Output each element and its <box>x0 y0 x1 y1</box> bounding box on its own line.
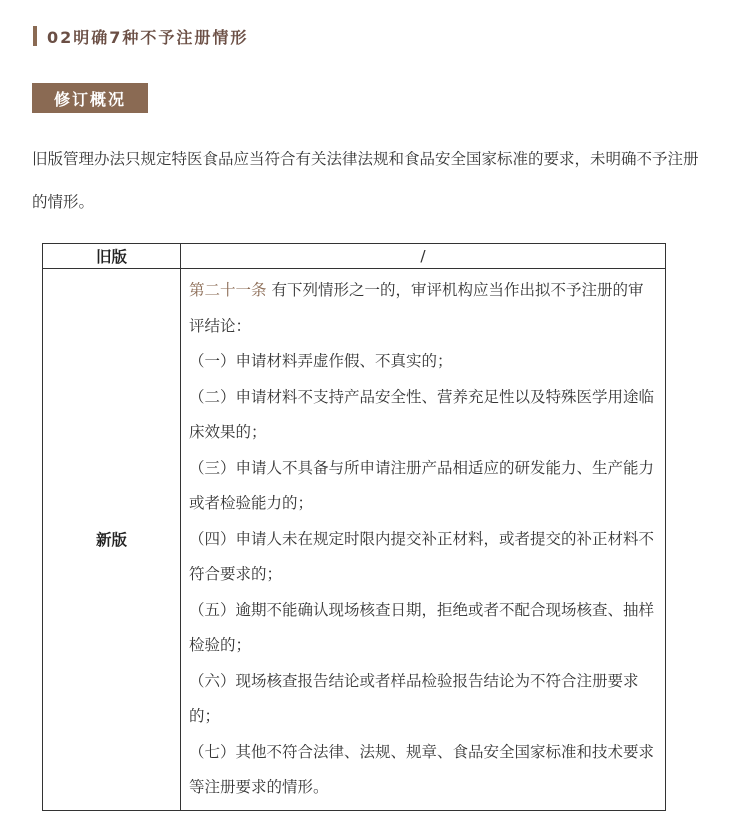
list-item: （五）逾期不能确认现场核查日期，拒绝或者不配合现场核查、抽样检验的； <box>189 600 655 654</box>
new-label: 新版 <box>43 269 181 811</box>
list-item: （四）申请人未在规定时限内提交补正材料，或者提交的补正材料不符合要求的； <box>189 529 655 583</box>
article-number: 第二十一条 <box>189 281 267 299</box>
comparison-table <box>42 243 666 811</box>
table-row-new <box>43 269 666 811</box>
list-item: （三）申请人不具备与所申请注册产品相适应的研发能力、生产能力或者检验能力的； <box>189 458 655 512</box>
old-content: / <box>181 244 666 269</box>
intro-paragraph: 旧版管理办法只规定特医食品应当符合有关法律法规和食品安全国家标准的要求，未明确不予注册的情形。 <box>32 150 699 211</box>
title-accent-bar <box>33 26 37 46</box>
section-title <box>33 26 248 46</box>
list-item: （一）申请材料弄虚作假、不真实的； <box>189 352 453 370</box>
section-title-text: 02明确7种不予注册情形 <box>47 27 249 47</box>
list-item: （六）现场核查报告结论或者样品检验报告结论为不符合注册要求的； <box>189 671 639 725</box>
list-item: （二）申请材料不支持产品安全性、营养充足性以及特殊医学用途临床效果的； <box>189 387 655 441</box>
table-row-old <box>43 244 666 269</box>
new-content <box>181 269 666 811</box>
old-label: 旧版 <box>43 244 181 269</box>
summary-badge: 修订概况 <box>32 83 148 113</box>
article-lead: 第二十一条 有下列情形之一的，审评机构应当作出拟不予注册的审评结论： <box>189 281 644 335</box>
list-item: （七）其他不符合法律、法规、规章、食品安全国家标准和技术要求等注册要求的情形。 <box>189 742 655 796</box>
